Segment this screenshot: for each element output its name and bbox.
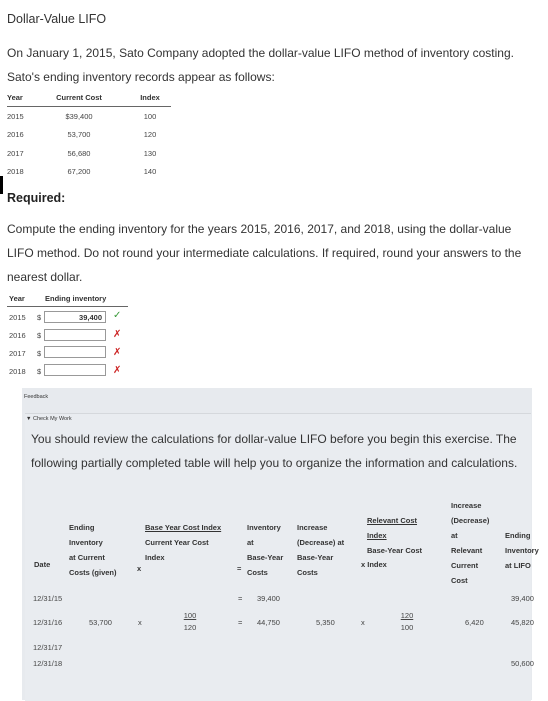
- header-line: Costs: [247, 568, 268, 577]
- incorrect-x-icon: ✗: [113, 347, 122, 358]
- dollar-sign: $: [37, 367, 42, 376]
- header-increase-at-relevant-current: [451, 498, 489, 588]
- ending-lifo-value: 39,400: [511, 594, 534, 603]
- ending-lifo-value: 45,820: [511, 618, 534, 627]
- base-year-cost-value: 39,400: [257, 594, 280, 603]
- header-ending-inventory: [69, 520, 117, 580]
- cell-year: 2017: [7, 148, 24, 158]
- header-line: Base-Year: [247, 553, 284, 562]
- times-operator: x: [361, 618, 365, 627]
- cell-year: 2016: [7, 130, 24, 140]
- ratio-numerator: 100: [183, 611, 197, 620]
- header-line: (Decrease): [451, 516, 490, 525]
- cell-index: 120: [143, 130, 157, 140]
- header-line: (Decrease) at: [297, 538, 345, 547]
- header-line: Index: [367, 531, 387, 540]
- header-line: at Current: [69, 553, 105, 562]
- col-header-index: Index: [129, 92, 171, 107]
- answer-header-ending-inventory: Ending inventory: [45, 294, 107, 303]
- divider: [7, 306, 128, 307]
- header-inventory-at-base-year: [247, 520, 283, 580]
- cell-year: 2015: [7, 111, 24, 121]
- header-line: Costs (given): [69, 568, 117, 577]
- answer-year-label: 2018: [9, 367, 26, 376]
- header-line: Costs: [297, 568, 318, 577]
- header-line: Current Year Cost: [145, 538, 209, 547]
- ratio-denominator: 100: [400, 623, 414, 632]
- cell-index: 130: [143, 148, 157, 158]
- col-header-year: Year: [7, 92, 29, 107]
- cell-cost: $39,400: [65, 111, 93, 121]
- required-heading: Required:: [7, 191, 66, 205]
- dollar-sign: $: [37, 313, 42, 322]
- increase-relevant-value: 6,420: [465, 618, 484, 627]
- index-ratio: [181, 611, 199, 632]
- instructions-text: Compute the ending inventory for the years 2015, 2016, 2017, and 2018, using the dollar-value LIFO method. Do not round your intermediate calculations. If required, round your answers to the nearest dollar.: [7, 222, 522, 284]
- header-line: at: [451, 531, 458, 540]
- header-line: Relevant Cost: [367, 516, 418, 525]
- equals-operator: =: [238, 618, 243, 627]
- inventory-table: [7, 92, 171, 181]
- header-line: Current: [451, 561, 479, 570]
- left-edge-marker: [0, 176, 3, 194]
- given-cost-value: 53,700: [89, 618, 112, 627]
- header-line: Base-Year: [297, 553, 334, 562]
- equals-operator: =: [238, 594, 243, 603]
- row-date: 12/31/17: [33, 643, 63, 652]
- header-line: at: [247, 538, 254, 547]
- cell-index: 140: [143, 167, 157, 177]
- header-line: Ending: [505, 531, 531, 540]
- feedback-label: Feedback: [24, 394, 49, 400]
- header-increase-decrease-base: [297, 520, 344, 580]
- page-title: Dollar-Value LIFO: [7, 12, 107, 26]
- ending-lifo-value: 50,600: [511, 659, 534, 668]
- header-line: Increase: [297, 523, 328, 532]
- header-line: Ending: [69, 523, 95, 532]
- header-base-year-cost-index: [145, 520, 221, 565]
- table-row: [7, 163, 171, 182]
- feedback-text: You should review the calculations for dollar-value LIFO before you begin this exercise. The following partially completed table will help you to organize the information and calculations.: [31, 432, 518, 470]
- header-line: at LIFO: [505, 561, 531, 570]
- header-ending-inventory-lifo: [505, 528, 539, 573]
- row-date: 12/31/15: [33, 594, 63, 603]
- header-line: Cost: [451, 576, 468, 585]
- check-my-work-toggle[interactable]: ▼ Check My Work: [26, 416, 72, 422]
- base-year-cost-value: 44,750: [257, 618, 280, 627]
- ratio-numerator: 120: [400, 611, 414, 620]
- header-line: Inventory: [505, 546, 539, 555]
- times-operator: x: [137, 564, 142, 573]
- ending-inventory-2018-input[interactable]: [44, 364, 106, 376]
- row-date: 12/31/18: [33, 659, 63, 668]
- cell-cost: 67,200: [67, 167, 91, 177]
- intro-text: On January 1, 2015, Sato Company adopted the dollar-value LIFO method of inventory costing. Sato's ending inventory records appear as follows:: [7, 46, 514, 84]
- dollar-sign: $: [37, 349, 42, 358]
- answer-header-year: Year: [9, 294, 25, 303]
- table-row: [7, 107, 171, 126]
- header-relevant-cost-index: [367, 513, 422, 558]
- answer-year-label: 2016: [9, 331, 26, 340]
- row-date: 12/31/16: [33, 618, 63, 627]
- header-line: Inventory: [69, 538, 103, 547]
- equals-operator: =: [237, 564, 242, 573]
- table-row: [7, 144, 171, 163]
- times-operator: x: [138, 618, 142, 627]
- dollar-sign: $: [37, 331, 42, 340]
- header-line: Increase: [451, 501, 482, 510]
- correct-check-icon: ✓: [113, 310, 122, 321]
- header-date: Date: [34, 560, 51, 569]
- increase-base-value: 5,350: [316, 618, 335, 627]
- cell-index: 100: [143, 111, 157, 121]
- header-line: Base Year Cost Index: [145, 523, 222, 532]
- answer-year-label: 2015: [9, 313, 26, 322]
- cell-cost: 53,700: [67, 130, 91, 140]
- incorrect-x-icon: ✗: [113, 329, 122, 340]
- answer-year-label: 2017: [9, 349, 26, 358]
- incorrect-x-icon: ✗: [113, 365, 122, 376]
- ratio-denominator: 120: [183, 623, 197, 632]
- header-line: Inventory: [247, 523, 281, 532]
- ending-inventory-2015-input[interactable]: 39,400: [44, 311, 106, 323]
- ending-inventory-2017-input[interactable]: [44, 346, 106, 358]
- header-times-index: x Index: [361, 560, 387, 569]
- cell-year: 2018: [7, 167, 24, 177]
- header-line: Base-Year Cost: [367, 546, 423, 555]
- relevant-index-ratio: [398, 611, 416, 632]
- ending-inventory-2016-input[interactable]: [44, 329, 106, 341]
- header-line: Relevant: [451, 546, 483, 555]
- cell-cost: 56,680: [67, 148, 91, 158]
- header-line: Index: [145, 553, 165, 562]
- col-header-current-cost: Current Cost: [29, 92, 129, 107]
- table-row: [7, 126, 171, 145]
